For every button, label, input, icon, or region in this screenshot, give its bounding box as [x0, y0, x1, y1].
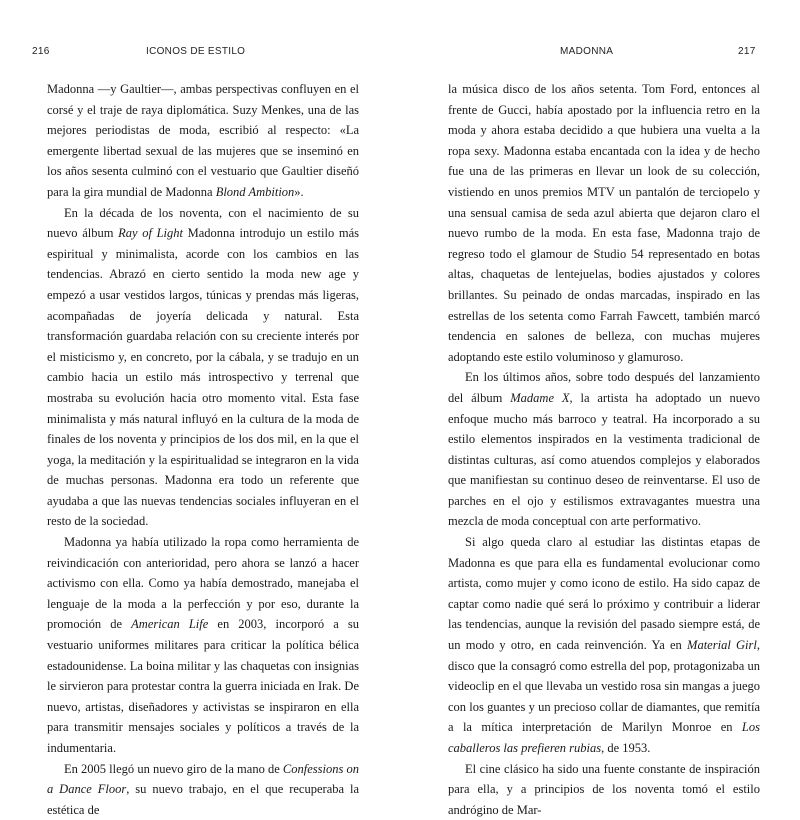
- body-paragraph: [448, 79, 760, 367]
- text-run: , su nuevo trabajo, en el que recuperaba la estética de: [47, 782, 359, 817]
- left-page: [0, 0, 400, 817]
- body-paragraph: [47, 79, 359, 203]
- text-run: , disco que la consagró como estrella del pop, protagonizaba un videoclip en el que llevaba un vestido rosa sin mangas a juego con los guantes y un precioso collar de diamantes, que remitía a la mítica interpretación de Marilyn Monroe en: [448, 638, 760, 735]
- body-paragraph: [47, 532, 359, 759]
- italic-title: Material Girl: [687, 638, 757, 653]
- body-paragraph: [47, 203, 359, 533]
- italic-title: American Life: [131, 617, 209, 632]
- italic-title: Ray of Light: [118, 226, 183, 241]
- italic-title: Blond Ambition: [215, 184, 295, 199]
- text-column: [448, 79, 760, 820]
- text-run: Madonna ya había utilizado la ropa como herramienta de reivindicación con anterioridad, pero ahora se lanzó a hacer activismo con ella. Como ya había demostrado, manejaba el lenguaje de la moda a la perfección y por eso, durante la promoción de: [47, 535, 359, 632]
- text-run: la música disco de los años setenta. Tom Ford, entonces al frente de Gucci, había apostado por la influencia retro en la moda y ahora estaba decidido a que hubiera una vuelta a la ropa sexy. Madonna estaba encantada con la idea y de hecho fue una de las primeras en llevar un look de su colección, vistiendo en unos premios MTV un pantalón de terciopelo y una sensual camisa de seda azul abierta que dejaron claro el nuevo rumbo de la moda. En esta fase, Madonna trajo de regreso todo el glamour de Studio 54 representado en botas altas, chaquetas de lentejuelas, bodies ajustados y colores brillantes. Su peinado de ondas marcadas, inspirado en las estrellas de los setenta como Farrah Fawcett, también marcó tendencia en salones de belleza, con muchas mujeres adoptando este estilo voluminoso y glamuroso.: [448, 82, 760, 364]
- body-paragraph: [448, 759, 760, 820]
- italic-title: Confessions on a Dance Floor: [47, 761, 359, 797]
- text-run: , de 1953.: [601, 741, 651, 755]
- text-run: Madonna introdujo un estilo más espiritual y minimalista, acorde con los cambios en las tendencias. Abrazó en cierto sentido la moda new age y empezó a usar vestidos largos, túnicas y prendas más ligeras, acompañadas de joyería delicada y natural. Esta transformación guardaba relación con su creciente interés por el misticismo y, en concreto, por la cábala, y se tradujo en un cambio hacia un estilo más introspectivo y terrenal que mostraba su evolución hacia otro momento vital. Esta fase minimalista y más natural influyó en la cultura de la moda de finales de los noventa y principios de los dos mil, en la que el yoga, la meditación y la espiritualidad se integraron en la vida de muchas personas. Madonna era todo un referente que ayudaba a que las nuevas tendencias sociales influyeran en el resto de la sociedad.: [47, 226, 360, 529]
- text-run: En 2005 llegó un nuevo giro de la mano de: [64, 761, 283, 776]
- page-number: 216: [32, 46, 50, 57]
- text-run: , la artista ha adoptado un nuevo enfoque mucho más barroco y teatral. Ha incorporado a su estilo elementos inspirados en la vestimenta tradicional de distintas culturas, así como atuendos complejos y elaborados que manifiestan su continuo deseo de reinventarse. El uso de parches en el ojo y estilismos extravagantes muestra una mezcla de moda conceptual con arte performativo.: [448, 390, 761, 529]
- text-run: El cine clásico ha sido una fuente constante de inspiración para ella, y a principios de los noventa tomó el estilo andrógino de Mar-: [448, 761, 760, 817]
- body-paragraph: [47, 759, 359, 820]
- body-paragraph: [448, 367, 760, 532]
- text-run: Si algo queda claro al estudiar las distintas etapas de Madonna es que para ella es fundamental evolucionar como artista, como mujer y como icono de estilo. Ha sido capaz de captar como nadie qué será lo próximo y contribuir a liderar las tendencias, aunque la revisión del pasado siempre está, de un modo y otro, en cada reinvención. Ya en: [448, 535, 760, 653]
- text-run: En los últimos años, sobre todo después del lanzamiento del álbum: [448, 370, 760, 405]
- italic-title: Madame X: [510, 390, 570, 405]
- text-run: ».: [294, 184, 304, 199]
- text-run: En la década de los noventa, con el nacimiento de su nuevo álbum: [47, 205, 359, 241]
- italic-title: Los caballeros las prefieren rubias: [448, 720, 760, 755]
- body-paragraph: [448, 532, 760, 759]
- text-column: [47, 79, 359, 820]
- page-number: 217: [738, 46, 756, 57]
- running-title: ICONOS DE ESTILO: [146, 46, 246, 57]
- running-title: MADONNA: [560, 46, 614, 57]
- text-run: en 2003, incorporó a su vestuario uniformes militares para criticar la política bélica estadounidense. La boina militar y las chaquetas con insignias le sirvieron para protestar contra la guerra iniciada en Irak. De nuevo, artistas, diseñadores y activistas se inspiraron en ella para transmitir mensajes sociales y políticos a través de la indumentaria.: [47, 617, 359, 755]
- right-page: [400, 0, 800, 817]
- text-run: Madonna —y Gaultier—, ambas perspectivas confluyen en el corsé y el traje de raya diplomática. Suzy Menkes, una de las mejores periodistas de moda, escribió al respecto: «La emergente libertad sexual de las mujeres que se inseminó en los años sesenta culminó con el vestuario que Gaultier diseñó para la gira mundial de Madonna: [47, 82, 359, 199]
